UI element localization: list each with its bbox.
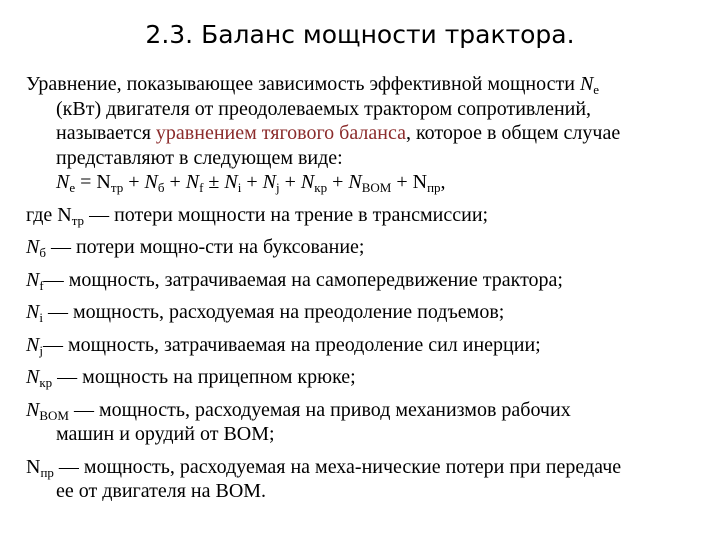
def-symbol-sub: кр [39,375,53,390]
eq-Nj-sub: j [276,180,280,195]
def-text: — мощность, затрачиваемая на самопередвижение трактора; [43,268,563,291]
eq-Nf-sub: f [199,180,204,195]
def-symbol-sub: j [39,342,43,358]
def-nvom-cont: машин и орудий от ВОМ; [56,423,275,445]
eq-Nj: N [262,171,276,193]
def-nb [26,235,696,260]
def-nj [26,333,696,358]
def-text: — мощность, затрачиваемая на преодоление сил инерции; [42,333,541,356]
def-symbol-sub: б [39,245,46,260]
symbol-Ne-sub: e [593,82,600,97]
def-nkr [26,365,696,390]
highlight-term: уравнением тягового баланса [155,122,406,144]
def-symbol-sub: тр [71,212,85,228]
def-text: — потери мощности на трение в трансмиссии; [84,203,489,226]
eq-Nb-sub: б [157,180,165,195]
eq-Npr-sub: пр [427,180,441,195]
def-symbol: N [26,301,40,323]
eq-plus: + [327,171,349,193]
def-text: — мощность на прицепном крюке; [52,366,356,388]
eq-comma: , [440,171,446,193]
eq-Nb: N [144,171,158,193]
eq-Nkr: N [300,171,315,193]
def-prefix: где [26,203,58,226]
def-symbol-sub: f [39,277,44,293]
slide-body [26,72,696,504]
def-symbol: N [26,398,40,421]
def-nf [26,268,696,293]
slide-title: 2.3. Баланс мощности трактора. [145,20,575,49]
eq-sign: = [75,171,97,193]
eq-Npr: N [412,171,428,193]
def-npr-cont: ее от двигателя на ВОМ. [56,480,267,502]
eq-Nkr-sub: кр [314,180,328,195]
intro-line-4: представляют в следующем виде: [56,146,343,169]
eq-plus: + [241,171,263,193]
eq-Nf: N [185,171,200,193]
def-nvom [26,398,696,423]
intro-text: называется [56,122,156,144]
def-symbol: N [26,333,40,356]
eq-Nvom-sub: ВОМ [361,180,392,195]
intro-text: Уравнение, показывающее зависимость эффективной мощности [26,73,580,95]
intro-line-3 [26,121,696,146]
symbol-Ne: N [579,73,594,95]
eq-Ntr-sub: тр [110,180,124,195]
def-text: — мощность, расходуемая на преодоление подъемов; [42,301,505,323]
balance-equation [26,170,696,195]
eq-Ne-sub: e [69,180,76,195]
def-text: — мощность, расходуемая на меха-нические потери при передаче [53,455,622,478]
def-ni [26,300,696,325]
eq-plus: + [164,171,186,193]
def-symbol-sub: пр [40,464,54,480]
def-ntr [26,203,696,228]
def-symbol: N [26,366,40,388]
intro-line-2: (кВт) двигателя от преодолеваемых трактором сопротивлений, [56,97,592,120]
eq-Ne: N [56,171,70,193]
eq-plusminus: ± [203,171,225,193]
intro-line-1 [26,72,696,97]
eq-plus: + [123,171,145,193]
eq-Ni: N [224,171,238,193]
def-symbol: N [26,268,40,291]
def-text: — потери мощно-сти на буксование; [45,236,365,258]
def-symbol-sub: ВОМ [39,407,69,423]
eq-Ni-sub: i [237,180,242,195]
def-symbol: N [26,455,41,478]
intro-text: , которое в общем случае [405,122,621,144]
def-symbol-sub: i [39,310,43,325]
eq-plus: + [279,171,301,193]
def-npr [26,455,696,480]
def-text: — мощность, расходуемая на привод механизмов рабочих [68,398,571,421]
eq-Nvom: N [348,171,362,193]
eq-Ntr: N [96,171,111,193]
eq-plus: + [391,171,413,193]
def-symbol: N [26,236,40,258]
def-symbol: N [57,203,72,226]
